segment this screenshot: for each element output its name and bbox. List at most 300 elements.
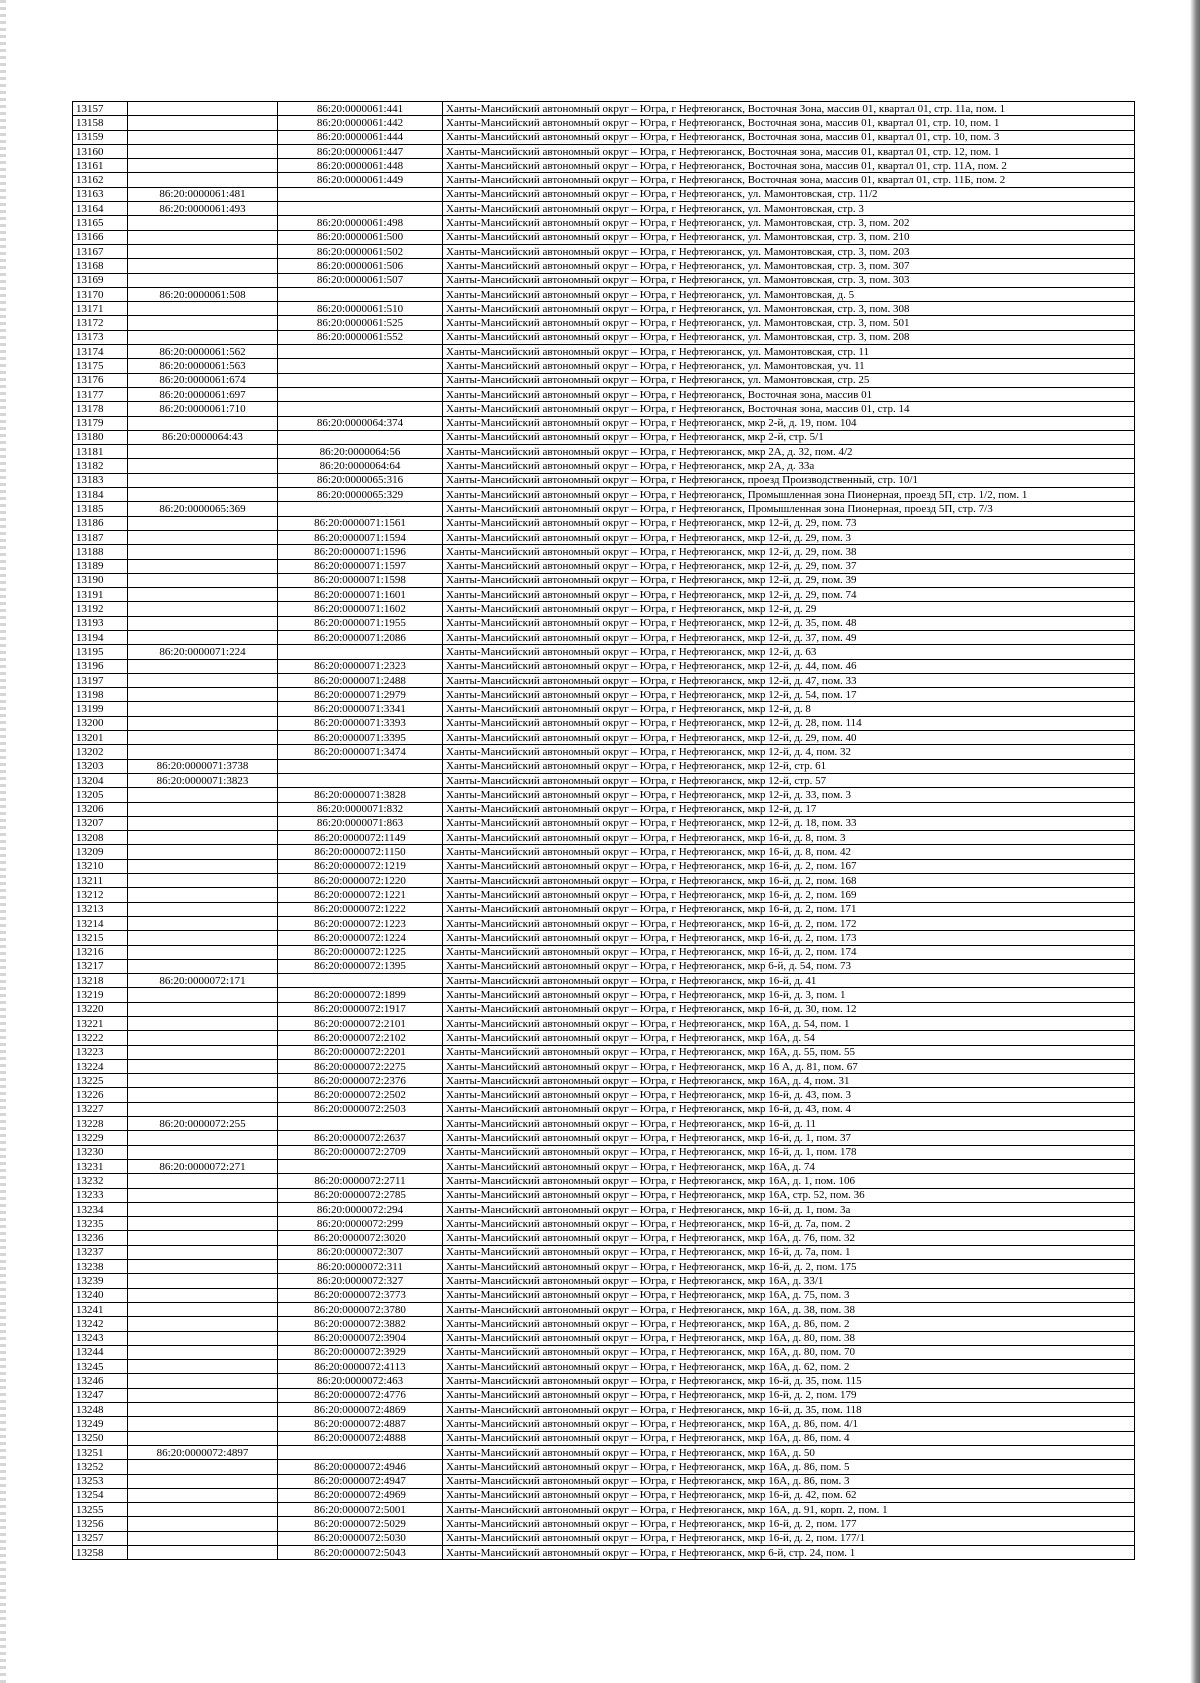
table-row (73, 945, 1135, 959)
table-row (73, 216, 1135, 230)
address-cell: Ханты-Мансийский автономный округ – Югра, г Нефтеюганск, мкр 12-й, д. 29, пом. 74 (443, 588, 1135, 602)
land-cadastral-number-cell (128, 1045, 278, 1059)
land-cadastral-number-cell (128, 616, 278, 630)
land-cadastral-number-cell (128, 130, 278, 144)
address-cell: Ханты-Мансийский автономный округ – Югра, г Нефтеюганск, мкр 16-й, д. 35, пом. 118 (443, 1403, 1135, 1417)
row-number-cell: 13204 (73, 773, 128, 787)
address-cell: Ханты-Мансийский автономный округ – Югра, г Нефтеюганск, мкр 16 А, д. 81, пом. 67 (443, 1059, 1135, 1073)
address-cell: Ханты-Мансийский автономный округ – Югра, г Нефтеюганск, мкр 16А, д. 54, пом. 1 (443, 1017, 1135, 1031)
row-number-cell: 13157 (73, 102, 128, 116)
row-number-cell: 13235 (73, 1217, 128, 1231)
land-cadastral-number-cell (128, 116, 278, 130)
address-cell: Ханты-Мансийский автономный округ – Югра, г Нефтеюганск, мкр 16А, д. 1, пом. 106 (443, 1174, 1135, 1188)
land-cadastral-number-cell (128, 1474, 278, 1488)
table-row (73, 1431, 1135, 1445)
object-cadastral-number-cell: 86:20:0000061:510 (278, 302, 443, 316)
address-cell: Ханты-Мансийский автономный округ – Югра, г Нефтеюганск, мкр 16-й, д. 11 (443, 1117, 1135, 1131)
row-number-cell: 13182 (73, 459, 128, 473)
land-cadastral-number-cell (128, 1388, 278, 1402)
table-row (73, 1403, 1135, 1417)
address-cell: Ханты-Мансийский автономный округ – Югра, г Нефтеюганск, мкр 16-й, д. 43, пом. 3 (443, 1088, 1135, 1102)
object-cadastral-number-cell: 86:20:0000072:307 (278, 1245, 443, 1259)
table-row (73, 330, 1135, 344)
address-cell: Ханты-Мансийский автономный округ – Югра, г Нефтеюганск, мкр 12-й, стр. 57 (443, 773, 1135, 787)
address-cell: Ханты-Мансийский автономный округ – Югра, г Нефтеюганск, Восточная зона, массив 01, квартал 01, стр. 11Б, пом. 2 (443, 173, 1135, 187)
table-row (73, 1217, 1135, 1231)
address-cell: Ханты-Мансийский автономный округ – Югра, г Нефтеюганск, мкр 16-й, д. 8, пом. 3 (443, 831, 1135, 845)
land-cadastral-number-cell (128, 1231, 278, 1245)
land-cadastral-number-cell: 86:20:0000061:508 (128, 287, 278, 301)
land-cadastral-number-cell: 86:20:0000061:481 (128, 187, 278, 201)
land-cadastral-number-cell (128, 1260, 278, 1274)
row-number-cell: 13253 (73, 1474, 128, 1488)
land-cadastral-number-cell (128, 473, 278, 487)
table-row (73, 1131, 1135, 1145)
table-row (73, 1045, 1135, 1059)
table-row (73, 902, 1135, 916)
object-cadastral-number-cell: 86:20:0000071:2488 (278, 673, 443, 687)
address-cell: Ханты-Мансийский автономный округ – Югра, г Нефтеюганск, мкр 12-й, д. 29, пом. 39 (443, 573, 1135, 587)
object-cadastral-number-cell (278, 345, 443, 359)
address-cell: Ханты-Мансийский автономный округ – Югра, г Нефтеюганск, мкр 16А, д. 80, пом. 70 (443, 1345, 1135, 1359)
row-number-cell: 13196 (73, 659, 128, 673)
address-cell: Ханты-Мансийский автономный округ – Югра, г Нефтеюганск, мкр 16-й, д. 7а, пом. 2 (443, 1217, 1135, 1231)
address-cell: Ханты-Мансийский автономный округ – Югра, г Нефтеюганск, мкр 16А, д. 62, пом. 2 (443, 1360, 1135, 1374)
row-number-cell: 13190 (73, 573, 128, 587)
land-cadastral-number-cell (128, 488, 278, 502)
table-row (73, 588, 1135, 602)
address-cell: Ханты-Мансийский автономный округ – Югра, г Нефтеюганск, мкр 16А, д. 86, пом. 2 (443, 1317, 1135, 1331)
object-cadastral-number-cell (278, 373, 443, 387)
table-row (73, 559, 1135, 573)
land-cadastral-number-cell (128, 1188, 278, 1202)
row-number-cell: 13191 (73, 588, 128, 602)
address-cell: Ханты-Мансийский автономный округ – Югра, г Нефтеюганск, ул. Мамонтовская, стр. 3, пом. 308 (443, 302, 1135, 316)
row-number-cell: 13198 (73, 688, 128, 702)
object-cadastral-number-cell: 86:20:0000071:832 (278, 802, 443, 816)
address-cell: Ханты-Мансийский автономный округ – Югра, г Нефтеюганск, мкр 16-й, д. 2, пом. 169 (443, 888, 1135, 902)
row-number-cell: 13163 (73, 187, 128, 201)
table-row (73, 1088, 1135, 1102)
address-cell: Ханты-Мансийский автономный округ – Югра, г Нефтеюганск, мкр 16А, д. 75, пом. 3 (443, 1288, 1135, 1302)
row-number-cell: 13237 (73, 1245, 128, 1259)
address-cell: Ханты-Мансийский автономный округ – Югра, г Нефтеюганск, Промышленная зона Пионерная, проезд 5П, стр. 7/3 (443, 502, 1135, 516)
address-cell: Ханты-Мансийский автономный округ – Югра, г Нефтеюганск, мкр 12-й, д. 18, пом. 33 (443, 816, 1135, 830)
land-cadastral-number-cell (128, 602, 278, 616)
row-number-cell: 13223 (73, 1045, 128, 1059)
address-cell: Ханты-Мансийский автономный округ – Югра, г Нефтеюганск, мкр 12-й, д. 44, пом. 46 (443, 659, 1135, 673)
address-cell: Ханты-Мансийский автономный округ – Югра, г Нефтеюганск, ул. Мамонтовская, стр. 25 (443, 373, 1135, 387)
row-number-cell: 13240 (73, 1288, 128, 1302)
row-number-cell: 13195 (73, 645, 128, 659)
land-cadastral-number-cell (128, 1031, 278, 1045)
row-number-cell: 13248 (73, 1403, 128, 1417)
address-cell: Ханты-Мансийский автономный округ – Югра, г Нефтеюганск, Восточная зона, массив 01, квартал 01, стр. 11А, пом. 2 (443, 159, 1135, 173)
object-cadastral-number-cell: 86:20:0000061:447 (278, 144, 443, 158)
row-number-cell: 13212 (73, 888, 128, 902)
object-cadastral-number-cell: 86:20:0000072:5030 (278, 1531, 443, 1545)
table-row (73, 916, 1135, 930)
table-row (73, 859, 1135, 873)
land-cadastral-number-cell: 86:20:0000072:171 (128, 974, 278, 988)
row-number-cell: 13211 (73, 874, 128, 888)
object-cadastral-number-cell: 86:20:0000064:56 (278, 445, 443, 459)
address-cell: Ханты-Мансийский автономный округ – Югра, г Нефтеюганск, мкр 2А, д. 33а (443, 459, 1135, 473)
object-cadastral-number-cell: 86:20:0000072:1222 (278, 902, 443, 916)
row-number-cell: 13193 (73, 616, 128, 630)
land-cadastral-number-cell (128, 244, 278, 258)
table-row (73, 502, 1135, 516)
table-row (73, 773, 1135, 787)
table-row (73, 473, 1135, 487)
address-cell: Ханты-Мансийский автономный округ – Югра, г Нефтеюганск, Восточная зона, массив 01, стр. 14 (443, 402, 1135, 416)
address-cell: Ханты-Мансийский автономный округ – Югра, г Нефтеюганск, ул. Мамонтовская, стр. 3, пом. 208 (443, 330, 1135, 344)
address-cell: Ханты-Мансийский автономный округ – Югра, г Нефтеюганск, мкр 16-й, д. 1, пом. 178 (443, 1145, 1135, 1159)
table-row (73, 1302, 1135, 1316)
table-row (73, 988, 1135, 1002)
table-row (73, 759, 1135, 773)
land-cadastral-number-cell (128, 459, 278, 473)
land-cadastral-number-cell (128, 1360, 278, 1374)
table-row (73, 1503, 1135, 1517)
object-cadastral-number-cell: 86:20:0000065:329 (278, 488, 443, 502)
row-number-cell: 13200 (73, 716, 128, 730)
land-cadastral-number-cell (128, 1431, 278, 1445)
table-row (73, 616, 1135, 630)
object-cadastral-number-cell: 86:20:0000072:4887 (278, 1417, 443, 1431)
row-number-cell: 13197 (73, 673, 128, 687)
land-cadastral-number-cell (128, 1174, 278, 1188)
table-row (73, 488, 1135, 502)
row-number-cell: 13208 (73, 831, 128, 845)
object-cadastral-number-cell: 86:20:0000071:2086 (278, 630, 443, 644)
land-cadastral-number-cell (128, 530, 278, 544)
object-cadastral-number-cell: 86:20:0000072:1219 (278, 859, 443, 873)
object-cadastral-number-cell (278, 645, 443, 659)
table-row (73, 1159, 1135, 1173)
row-number-cell: 13220 (73, 1002, 128, 1016)
object-cadastral-number-cell: 86:20:0000071:1596 (278, 545, 443, 559)
land-cadastral-number-cell (128, 559, 278, 573)
row-number-cell: 13257 (73, 1531, 128, 1545)
land-cadastral-number-cell (128, 1245, 278, 1259)
table-row (73, 874, 1135, 888)
address-cell: Ханты-Мансийский автономный округ – Югра, г Нефтеюганск, мкр 16-й, д. 42, пом. 62 (443, 1488, 1135, 1502)
land-cadastral-number-cell (128, 716, 278, 730)
row-number-cell: 13233 (73, 1188, 128, 1202)
object-cadastral-number-cell: 86:20:0000072:4113 (278, 1360, 443, 1374)
address-cell: Ханты-Мансийский автономный округ – Югра, г Нефтеюганск, ул. Мамонтовская, стр. 3, пом. 501 (443, 316, 1135, 330)
table-row (73, 845, 1135, 859)
row-number-cell: 13216 (73, 945, 128, 959)
object-cadastral-number-cell: 86:20:0000072:1220 (278, 874, 443, 888)
row-number-cell: 13169 (73, 273, 128, 287)
land-cadastral-number-cell (128, 1002, 278, 1016)
row-number-cell: 13170 (73, 287, 128, 301)
table-row (73, 1288, 1135, 1302)
object-cadastral-number-cell: 86:20:0000072:311 (278, 1260, 443, 1274)
table-row (73, 187, 1135, 201)
land-cadastral-number-cell (128, 902, 278, 916)
table-row (73, 1488, 1135, 1502)
object-cadastral-number-cell: 86:20:0000061:444 (278, 130, 443, 144)
land-cadastral-number-cell (128, 688, 278, 702)
table-row (73, 1531, 1135, 1545)
table-row (73, 1059, 1135, 1073)
land-cadastral-number-cell (128, 1088, 278, 1102)
object-cadastral-number-cell: 86:20:0000072:1224 (278, 931, 443, 945)
address-cell: Ханты-Мансийский автономный округ – Югра, г Нефтеюганск, Восточная зона, массив 01, квартал 01, стр. 10, пом. 1 (443, 116, 1135, 130)
table-row (73, 545, 1135, 559)
table-row (73, 974, 1135, 988)
table-row (73, 1002, 1135, 1016)
address-cell: Ханты-Мансийский автономный округ – Югра, г Нефтеюганск, мкр 16А, д. 76, пом. 32 (443, 1231, 1135, 1245)
address-cell: Ханты-Мансийский автономный округ – Югра, г Нефтеюганск, мкр 12-й, д. 37, пом. 49 (443, 630, 1135, 644)
row-number-cell: 13162 (73, 173, 128, 187)
address-cell: Ханты-Мансийский автономный округ – Югра, г Нефтеюганск, ул. Мамонтовская, уч. 11 (443, 359, 1135, 373)
address-cell: Ханты-Мансийский автономный округ – Югра, г Нефтеюганск, ул. Мамонтовская, д. 5 (443, 287, 1135, 301)
row-number-cell: 13186 (73, 516, 128, 530)
land-cadastral-number-cell (128, 573, 278, 587)
land-cadastral-number-cell: 86:20:0000072:271 (128, 1159, 278, 1173)
address-cell: Ханты-Мансийский автономный округ – Югра, г Нефтеюганск, мкр 12-й, д. 35, пом. 48 (443, 616, 1135, 630)
table-row (73, 645, 1135, 659)
land-cadastral-number-cell (128, 945, 278, 959)
scan-edge-left (0, 0, 6, 1683)
land-cadastral-number-cell (128, 731, 278, 745)
address-cell: Ханты-Мансийский автономный округ – Югра, г Нефтеюганск, мкр 12-й, д. 29, пом. 37 (443, 559, 1135, 573)
address-cell: Ханты-Мансийский автономный округ – Югра, г Нефтеюганск, мкр 6-й, стр. 24, пом. 1 (443, 1545, 1135, 1559)
land-cadastral-number-cell (128, 859, 278, 873)
land-cadastral-number-cell: 86:20:0000061:674 (128, 373, 278, 387)
object-cadastral-number-cell (278, 402, 443, 416)
address-cell: Ханты-Мансийский автономный округ – Югра, г Нефтеюганск, мкр 16-й, д. 41 (443, 974, 1135, 988)
address-cell: Ханты-Мансийский автономный округ – Югра, г Нефтеюганск, мкр 16-й, д. 7а, пом. 1 (443, 1245, 1135, 1259)
address-cell: Ханты-Мансийский автономный округ – Югра, г Нефтеюганск, мкр 12-й, д. 29 (443, 602, 1135, 616)
land-cadastral-number-cell (128, 1345, 278, 1359)
table-row (73, 888, 1135, 902)
object-cadastral-number-cell: 86:20:0000071:1602 (278, 602, 443, 616)
table-row (73, 287, 1135, 301)
object-cadastral-number-cell: 86:20:0000071:3474 (278, 745, 443, 759)
address-cell: Ханты-Мансийский автономный округ – Югра, г Нефтеюганск, мкр 16А, д. 91, корп. 2, пом. 1 (443, 1503, 1135, 1517)
scan-edge-right (1190, 0, 1200, 1683)
table-row (73, 702, 1135, 716)
row-number-cell: 13224 (73, 1059, 128, 1073)
land-cadastral-number-cell (128, 630, 278, 644)
object-cadastral-number-cell: 86:20:0000072:1225 (278, 945, 443, 959)
land-cadastral-number-cell (128, 1059, 278, 1073)
object-cadastral-number-cell: 86:20:0000072:4946 (278, 1460, 443, 1474)
land-cadastral-number-cell (128, 802, 278, 816)
land-cadastral-number-cell: 86:20:0000071:3738 (128, 759, 278, 773)
object-cadastral-number-cell: 86:20:0000072:5001 (278, 1503, 443, 1517)
object-cadastral-number-cell: 86:20:0000061:525 (278, 316, 443, 330)
table-row (73, 416, 1135, 430)
table-row (73, 1031, 1135, 1045)
table-row (73, 373, 1135, 387)
table-row (73, 1545, 1135, 1559)
table-row (73, 1074, 1135, 1088)
row-number-cell: 13238 (73, 1260, 128, 1274)
table-row (73, 1274, 1135, 1288)
object-cadastral-number-cell: 86:20:0000071:3828 (278, 788, 443, 802)
address-cell: Ханты-Мансийский автономный округ – Югра, г Нефтеюганск, мкр 16А, д. 86, пом. 4/1 (443, 1417, 1135, 1431)
land-cadastral-number-cell: 86:20:0000072:255 (128, 1117, 278, 1131)
land-cadastral-number-cell: 86:20:0000071:224 (128, 645, 278, 659)
land-cadastral-number-cell (128, 1417, 278, 1431)
address-cell: Ханты-Мансийский автономный округ – Югра, г Нефтеюганск, мкр 16А, д. 86, пом. 5 (443, 1460, 1135, 1474)
address-cell: Ханты-Мансийский автономный округ – Югра, г Нефтеюганск, Восточная Зона, массив 01, квартал 01, стр. 11а, пом. 1 (443, 102, 1135, 116)
row-number-cell: 13177 (73, 387, 128, 401)
table-row (73, 1417, 1135, 1431)
table-row (73, 359, 1135, 373)
object-cadastral-number-cell (278, 773, 443, 787)
row-number-cell: 13159 (73, 130, 128, 144)
row-number-cell: 13251 (73, 1445, 128, 1459)
row-number-cell: 13258 (73, 1545, 128, 1559)
row-number-cell: 13236 (73, 1231, 128, 1245)
table-row (73, 302, 1135, 316)
address-cell: Ханты-Мансийский автономный округ – Югра, г Нефтеюганск, мкр 16А, д. 54 (443, 1031, 1135, 1045)
land-cadastral-number-cell (128, 988, 278, 1002)
land-cadastral-number-cell (128, 302, 278, 316)
object-cadastral-number-cell: 86:20:0000061:442 (278, 116, 443, 130)
object-cadastral-number-cell: 86:20:0000071:3393 (278, 716, 443, 730)
row-number-cell: 13247 (73, 1388, 128, 1402)
object-cadastral-number-cell: 86:20:0000065:316 (278, 473, 443, 487)
object-cadastral-number-cell (278, 387, 443, 401)
address-cell: Ханты-Мансийский автономный округ – Югра, г Нефтеюганск, проезд Производственный, стр. 10/1 (443, 473, 1135, 487)
object-cadastral-number-cell: 86:20:0000072:1221 (278, 888, 443, 902)
object-cadastral-number-cell (278, 1159, 443, 1173)
table-row (73, 459, 1135, 473)
row-number-cell: 13217 (73, 959, 128, 973)
row-number-cell: 13222 (73, 1031, 128, 1045)
land-cadastral-number-cell (128, 788, 278, 802)
land-cadastral-number-cell (128, 916, 278, 930)
address-cell: Ханты-Мансийский автономный округ – Югра, г Нефтеюганск, мкр 12-й, д. 33, пом. 3 (443, 788, 1135, 802)
object-cadastral-number-cell (278, 187, 443, 201)
row-number-cell: 13166 (73, 230, 128, 244)
land-cadastral-number-cell (128, 931, 278, 945)
object-cadastral-number-cell: 86:20:0000072:3929 (278, 1345, 443, 1359)
row-number-cell: 13179 (73, 416, 128, 430)
object-cadastral-number-cell: 86:20:0000072:2201 (278, 1045, 443, 1059)
row-number-cell: 13188 (73, 545, 128, 559)
land-cadastral-number-cell (128, 745, 278, 759)
address-cell: Ханты-Мансийский автономный округ – Югра, г Нефтеюганск, мкр 12-й, д. 29, пом. 3 (443, 530, 1135, 544)
object-cadastral-number-cell: 86:20:0000071:1561 (278, 516, 443, 530)
object-cadastral-number-cell: 86:20:0000072:4947 (278, 1474, 443, 1488)
object-cadastral-number-cell (278, 502, 443, 516)
object-cadastral-number-cell (278, 359, 443, 373)
land-cadastral-number-cell (128, 173, 278, 187)
row-number-cell: 13242 (73, 1317, 128, 1331)
row-number-cell: 13205 (73, 788, 128, 802)
object-cadastral-number-cell (278, 1117, 443, 1131)
row-number-cell: 13214 (73, 916, 128, 930)
address-cell: Ханты-Мансийский автономный округ – Югра, г Нефтеюганск, мкр 12-й, д. 29, пом. 40 (443, 731, 1135, 745)
table-row (73, 1260, 1135, 1274)
row-number-cell: 13167 (73, 244, 128, 258)
address-cell: Ханты-Мансийский автономный округ – Югра, г Нефтеюганск, мкр 16А, д. 55, пом. 55 (443, 1045, 1135, 1059)
table-row (73, 831, 1135, 845)
address-cell: Ханты-Мансийский автономный округ – Югра, г Нефтеюганск, мкр 16-й, д. 2, пом. 177 (443, 1517, 1135, 1531)
object-cadastral-number-cell: 86:20:0000072:2502 (278, 1088, 443, 1102)
object-cadastral-number-cell: 86:20:0000072:3882 (278, 1317, 443, 1331)
address-cell: Ханты-Мансийский автономный округ – Югра, г Нефтеюганск, ул. Мамонтовская, стр. 3, пом. 210 (443, 230, 1135, 244)
address-cell: Ханты-Мансийский автономный округ – Югра, г Нефтеюганск, мкр 16-й, д. 2, пом. 174 (443, 945, 1135, 959)
land-cadastral-number-cell (128, 1517, 278, 1531)
row-number-cell: 13168 (73, 259, 128, 273)
row-number-cell: 13181 (73, 445, 128, 459)
row-number-cell: 13249 (73, 1417, 128, 1431)
row-number-cell: 13199 (73, 702, 128, 716)
row-number-cell: 13201 (73, 731, 128, 745)
table-row (73, 931, 1135, 945)
row-number-cell: 13239 (73, 1274, 128, 1288)
address-cell: Ханты-Мансийский автономный округ – Югра, г Нефтеюганск, мкр 16А, д. 80, пом. 38 (443, 1331, 1135, 1345)
table-row (73, 1374, 1135, 1388)
table-row (73, 1145, 1135, 1159)
row-number-cell: 13207 (73, 816, 128, 830)
row-number-cell: 13171 (73, 302, 128, 316)
land-cadastral-number-cell (128, 659, 278, 673)
land-cadastral-number-cell (128, 316, 278, 330)
row-number-cell: 13173 (73, 330, 128, 344)
object-cadastral-number-cell: 86:20:0000071:2979 (278, 688, 443, 702)
address-cell: Ханты-Мансийский автономный округ – Югра, г Нефтеюганск, мкр 2-й, стр. 5/1 (443, 430, 1135, 444)
table-row (73, 1017, 1135, 1031)
address-cell: Ханты-Мансийский автономный округ – Югра, г Нефтеюганск, мкр 16-й, д. 2, пом. 177/1 (443, 1531, 1135, 1545)
object-cadastral-number-cell: 86:20:0000072:4869 (278, 1403, 443, 1417)
address-cell: Ханты-Мансийский автономный округ – Югра, г Нефтеюганск, мкр 16-й, д. 8, пом. 42 (443, 845, 1135, 859)
table-row (73, 1388, 1135, 1402)
object-cadastral-number-cell: 86:20:0000061:500 (278, 230, 443, 244)
land-cadastral-number-cell (128, 1102, 278, 1116)
table-row (73, 516, 1135, 530)
address-cell: Ханты-Мансийский автономный округ – Югра, г Нефтеюганск, мкр 16А, д. 33/1 (443, 1274, 1135, 1288)
row-number-cell: 13176 (73, 373, 128, 387)
row-number-cell: 13232 (73, 1174, 128, 1188)
table-row (73, 716, 1135, 730)
row-number-cell: 13228 (73, 1117, 128, 1131)
row-number-cell: 13158 (73, 116, 128, 130)
object-cadastral-number-cell: 86:20:0000072:1223 (278, 916, 443, 930)
land-cadastral-number-cell (128, 588, 278, 602)
table-row (73, 1331, 1135, 1345)
land-cadastral-number-cell (128, 702, 278, 716)
address-cell: Ханты-Мансийский автономный округ – Югра, г Нефтеюганск, мкр 12-й, д. 17 (443, 802, 1135, 816)
address-cell: Ханты-Мансийский автономный округ – Югра, г Нефтеюганск, ул. Мамонтовская, стр. 11 (443, 345, 1135, 359)
table-row (73, 602, 1135, 616)
object-cadastral-number-cell: 86:20:0000072:3020 (278, 1231, 443, 1245)
table-row (73, 316, 1135, 330)
land-cadastral-number-cell: 86:20:0000061:562 (128, 345, 278, 359)
object-cadastral-number-cell: 86:20:0000061:502 (278, 244, 443, 258)
row-number-cell: 13203 (73, 759, 128, 773)
land-cadastral-number-cell: 86:20:0000061:710 (128, 402, 278, 416)
row-number-cell: 13230 (73, 1145, 128, 1159)
address-cell: Ханты-Мансийский автономный округ – Югра, г Нефтеюганск, мкр 2А, д. 32, пом. 4/2 (443, 445, 1135, 459)
table-row (73, 1445, 1135, 1459)
land-cadastral-number-cell (128, 816, 278, 830)
object-cadastral-number-cell (278, 1445, 443, 1459)
table-row (73, 130, 1135, 144)
land-cadastral-number-cell (128, 1503, 278, 1517)
land-cadastral-number-cell (128, 259, 278, 273)
